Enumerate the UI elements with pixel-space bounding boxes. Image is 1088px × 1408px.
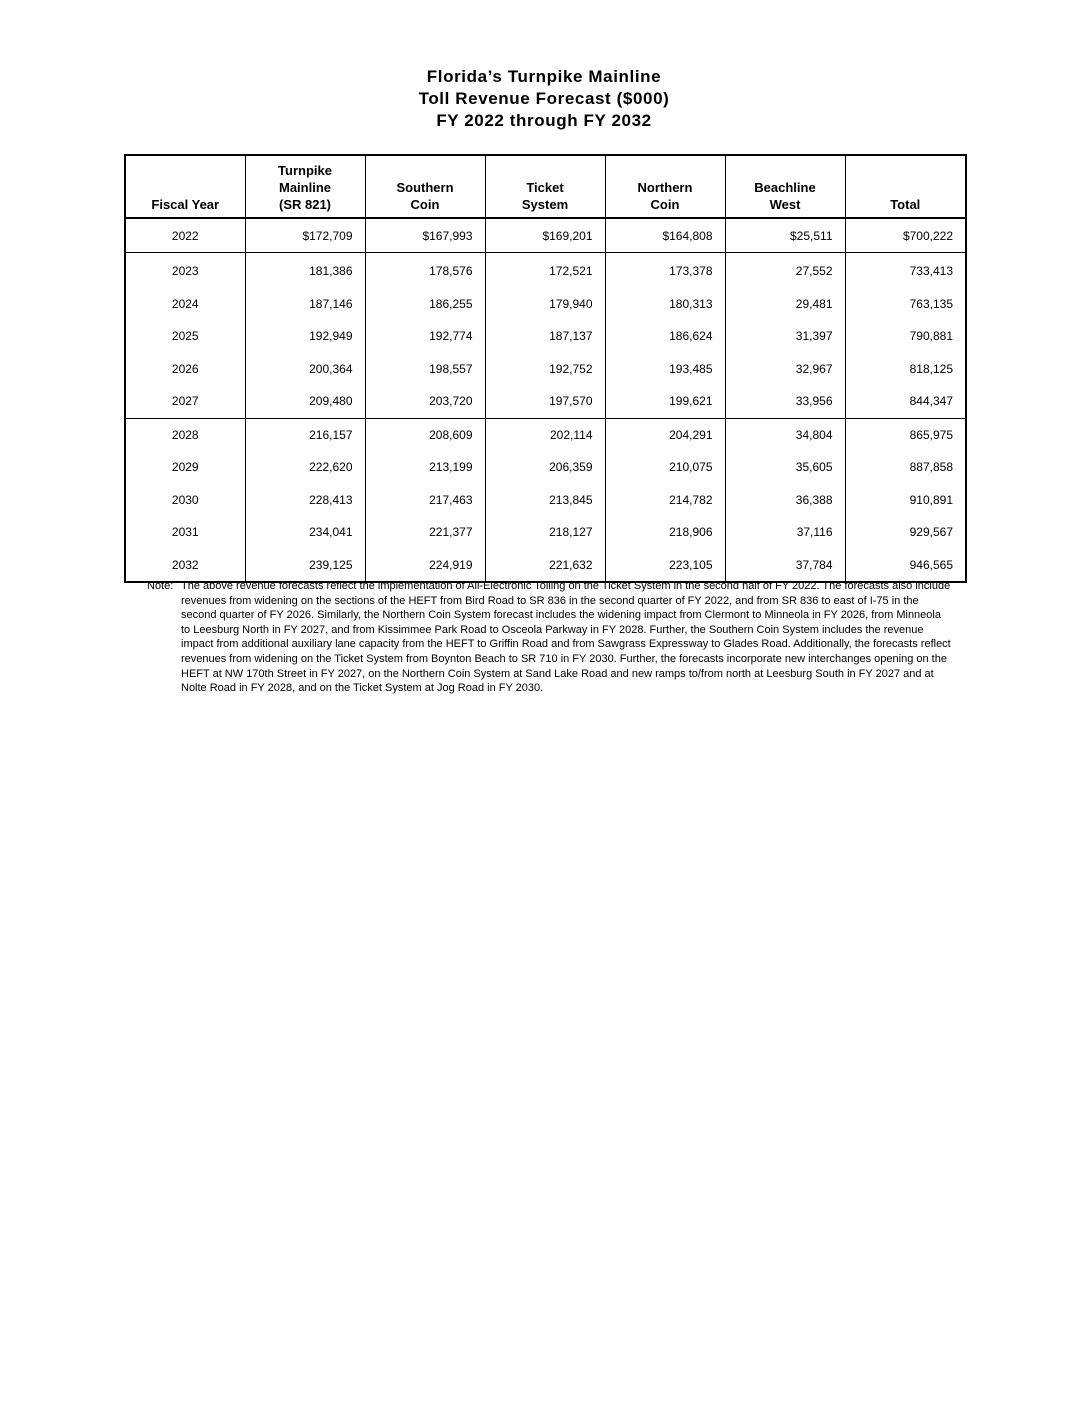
fiscal-year-cell: 2031 [125, 516, 245, 549]
table-row [125, 451, 966, 484]
fiscal-year-cell: 2027 [125, 385, 245, 418]
table-row [125, 288, 966, 321]
revenue-cell: 186,255 [365, 288, 485, 321]
revenue-cell: 213,199 [365, 451, 485, 484]
note-text: The above revenue forecasts reflect the implementation of All-Electronic Tolling on the Ticket System in the second half of FY 2022. The forecasts also include revenues from widening on the sections of the HEFT from Bird Road to SR 836 in the second quarter of FY 2022, and from SR 836 to east of I-75 in the second quarter of FY 2026. Similarly, the Northern Coin System forecast includes the widening impact from Clermont to Minneola in FY 2026, from Minneola to Leesburg North in FY 2027, and from Kissimmee Park Road to Osceola Parkway in FY 2028. Further, the Southern Coin System includes the revenue impact from additional auxiliary lane capacity from the HEFT to Griffin Road and from Sawgrass Expressway to Glades Road. Additionally, the forecasts reflect revenues from widening on the Ticket System from Boynton Beach to SR 710 in FY 2030. Further, the forecasts incorporate new interchanges opening on the HEFT at NW 170th Street in FY 2027, on the Northern Coin System at Sand Lake Road and new ramps to/from north at Leesburg South in FY 2027 and at Nolte Road in FY 2028, and on the Ticket System at Jog Road in FY 2030. [181, 580, 951, 695]
table-row [125, 516, 966, 549]
title-line-3: FY 2022 through FY 2032 [436, 111, 652, 130]
revenue-cell: 222,620 [245, 451, 365, 484]
column-header [845, 155, 966, 218]
table-group-2028-2032 [125, 418, 966, 582]
revenue-cell: 187,137 [485, 320, 605, 353]
column-header-line: Turnpike [278, 163, 332, 178]
table-row [125, 385, 966, 418]
revenue-cell: 239,125 [245, 549, 365, 583]
revenue-cell: 187,146 [245, 288, 365, 321]
column-header-line: Coin [650, 197, 680, 212]
revenue-cell: 209,480 [245, 385, 365, 418]
revenue-cell: 929,567 [845, 516, 966, 549]
column-header-line [370, 162, 481, 179]
fiscal-year-cell: 2022 [125, 218, 245, 253]
revenue-cell: 204,291 [605, 418, 725, 451]
revenue-cell: $169,201 [485, 218, 605, 253]
fiscal-year-cell: 2029 [125, 451, 245, 484]
fiscal-year-cell: 2026 [125, 353, 245, 386]
revenue-cell: 200,364 [245, 353, 365, 386]
column-header-line [130, 162, 241, 179]
revenue-cell: 27,552 [725, 253, 845, 288]
table-row [125, 484, 966, 517]
column-header [605, 155, 725, 218]
revenue-cell: 217,463 [365, 484, 485, 517]
revenue-cell: 37,784 [725, 549, 845, 583]
column-header-line: Mainline [278, 180, 331, 195]
revenue-cell: 223,105 [605, 549, 725, 583]
revenue-cell: 234,041 [245, 516, 365, 549]
column-header [125, 155, 245, 218]
revenue-cell: 221,632 [485, 549, 605, 583]
revenue-cell: 202,114 [485, 418, 605, 451]
revenue-cell: 198,557 [365, 353, 485, 386]
column-header-line: Total [890, 197, 921, 212]
column-header-line: Beachline [754, 180, 816, 195]
revenue-cell: 218,127 [485, 516, 605, 549]
fiscal-year-cell: 2030 [125, 484, 245, 517]
revenue-cell: 172,521 [485, 253, 605, 288]
revenue-cell: 186,624 [605, 320, 725, 353]
table-row [125, 218, 966, 253]
column-header-line: Coin [410, 197, 440, 212]
revenue-cell: 763,135 [845, 288, 966, 321]
title-line-2: Toll Revenue Forecast ($000) [418, 89, 670, 108]
column-header-line [490, 162, 601, 179]
column-header-line: Ticket [526, 180, 564, 195]
revenue-cell: 844,347 [845, 385, 966, 418]
revenue-cell: 224,919 [365, 549, 485, 583]
table-row [125, 253, 966, 288]
revenue-cell: 213,845 [485, 484, 605, 517]
column-header-line [850, 179, 962, 196]
column-header-line: (SR 821) [278, 197, 332, 212]
page-title [0, 66, 1088, 132]
revenue-cell: 179,940 [485, 288, 605, 321]
revenue-cell: $172,709 [245, 218, 365, 253]
revenue-cell: 228,413 [245, 484, 365, 517]
table-group-2022 [125, 218, 966, 253]
column-header-line [610, 162, 721, 179]
fiscal-year-cell: 2032 [125, 549, 245, 583]
revenue-cell: 197,570 [485, 385, 605, 418]
title-line-1: Florida’s Turnpike Mainline [426, 67, 662, 86]
revenue-cell: 206,359 [485, 451, 605, 484]
revenue-cell: 210,075 [605, 451, 725, 484]
fiscal-year-cell: 2025 [125, 320, 245, 353]
revenue-cell: $164,808 [605, 218, 725, 253]
footnote [147, 579, 967, 696]
revenue-cell: 180,313 [605, 288, 725, 321]
column-header [365, 155, 485, 218]
revenue-cell: 173,378 [605, 253, 725, 288]
column-header [245, 155, 365, 218]
revenue-table [124, 154, 967, 583]
column-header-line: Fiscal Year [151, 197, 220, 212]
column-header-line [130, 179, 241, 196]
revenue-cell: 910,891 [845, 484, 966, 517]
revenue-cell: 208,609 [365, 418, 485, 451]
revenue-cell: 37,116 [725, 516, 845, 549]
revenue-cell: 199,621 [605, 385, 725, 418]
revenue-cell: 192,752 [485, 353, 605, 386]
revenue-cell: 32,967 [725, 353, 845, 386]
revenue-cell: 946,565 [845, 549, 966, 583]
column-header-line: West [769, 197, 801, 212]
note-label: Note: [147, 580, 174, 592]
revenue-cell: 35,605 [725, 451, 845, 484]
revenue-cell: 181,386 [245, 253, 365, 288]
revenue-cell: 193,485 [605, 353, 725, 386]
revenue-cell: 34,804 [725, 418, 845, 451]
table-row [125, 320, 966, 353]
revenue-cell: $700,222 [845, 218, 966, 253]
table-group-2023-2027 [125, 253, 966, 419]
revenue-cell: 192,774 [365, 320, 485, 353]
column-header-line: Southern [396, 180, 454, 195]
column-header-line: System [521, 197, 569, 212]
table-header [125, 155, 966, 218]
revenue-cell: $167,993 [365, 218, 485, 253]
revenue-cell: 216,157 [245, 418, 365, 451]
column-header-line [850, 162, 962, 179]
table-row [125, 353, 966, 386]
revenue-cell: 36,388 [725, 484, 845, 517]
revenue-cell: 178,576 [365, 253, 485, 288]
fiscal-year-cell: 2028 [125, 418, 245, 451]
table-row [125, 418, 966, 451]
revenue-cell: 865,975 [845, 418, 966, 451]
revenue-cell: $25,511 [725, 218, 845, 253]
column-header-line [730, 162, 841, 179]
fiscal-year-cell: 2023 [125, 253, 245, 288]
column-header [485, 155, 605, 218]
revenue-cell: 733,413 [845, 253, 966, 288]
column-header-line: Northern [637, 180, 693, 195]
revenue-cell: 214,782 [605, 484, 725, 517]
revenue-cell: 887,858 [845, 451, 966, 484]
revenue-cell: 192,949 [245, 320, 365, 353]
table-row [125, 549, 966, 583]
revenue-cell: 218,906 [605, 516, 725, 549]
revenue-cell: 31,397 [725, 320, 845, 353]
revenue-cell: 33,956 [725, 385, 845, 418]
revenue-cell: 29,481 [725, 288, 845, 321]
revenue-cell: 790,881 [845, 320, 966, 353]
fiscal-year-cell: 2024 [125, 288, 245, 321]
revenue-cell: 818,125 [845, 353, 966, 386]
revenue-cell: 203,720 [365, 385, 485, 418]
revenue-cell: 221,377 [365, 516, 485, 549]
column-header [725, 155, 845, 218]
